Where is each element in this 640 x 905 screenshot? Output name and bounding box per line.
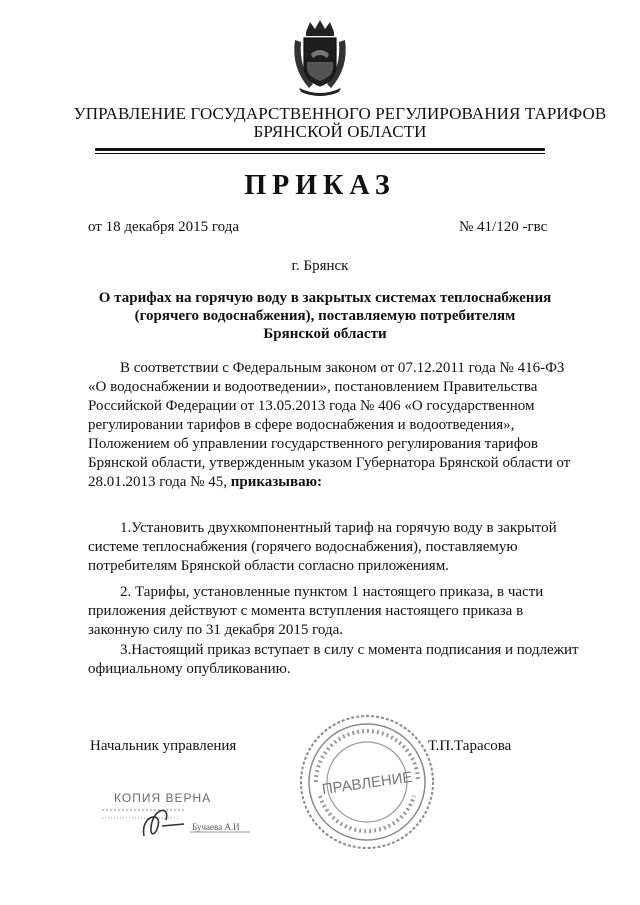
copy-verified-stamp [100, 786, 258, 844]
order-number: № 41/120 -гвс [459, 219, 548, 235]
text-line: законную силу по 31 декабря 2015 года. [88, 622, 343, 638]
paragraph-item-1 [88, 519, 587, 576]
org-name-line2: БРЯНСКОЙ ОБЛАСТИ [253, 122, 427, 141]
signer-name: Т.П.Тарасова [428, 738, 512, 754]
order-heading [90, 289, 560, 343]
header-divider-thin [95, 153, 545, 154]
text-line: официальному опубликованию. [88, 661, 291, 677]
org-name-line1: УПРАВЛЕНИЕ ГОСУДАРСТВЕННОГО РЕГУЛИРОВАНИЯ ТАРИФОВ [73, 104, 607, 123]
header-divider [95, 148, 545, 151]
stamp-text: КОПИЯ ВЕРНА [114, 791, 212, 805]
order-city: г. Брянск [291, 258, 349, 274]
order-verb: приказываю: [230, 474, 323, 490]
document-title: ПРИКАЗ [244, 170, 396, 201]
heading-line: Брянской области [263, 326, 387, 342]
text-line: В соответствии с Федеральным законом от 07.12.2011 года № 416-ФЗ [120, 360, 565, 376]
text-line: системе теплоснабжения (горячего водоснабжения), поставляемую [88, 539, 518, 555]
text-line: «О водоснабжении и водоотведении», постановлением Правительства [88, 379, 538, 395]
text-line [88, 473, 587, 492]
heading-line: (горячего водоснабжения), поставляемую потребителям [134, 308, 516, 324]
paragraph-item-2 [88, 583, 587, 640]
text-line: 2. Тарифы, установленные пунктом 1 настоящего приказа, в части [120, 584, 544, 600]
text-line: 3.Настоящий приказ вступает в силу с момента подписания и подлежит [120, 642, 579, 658]
text-line: приложения действуют с момента вступления настоящего приказа в [88, 603, 524, 619]
heading-line: О тарифах на горячую воду в закрытых системах теплоснабжения [98, 290, 552, 306]
official-seal-icon [296, 712, 438, 852]
text-line: Российской Федерации от 13.05.2013 года № 406 «О государственном [88, 398, 535, 414]
text-line: потребителям Брянской области согласно приложениям. [88, 558, 449, 574]
stamp-signer: Бучаева А.И [192, 822, 240, 832]
paragraph-preamble [88, 359, 587, 492]
text-line: Положением об управлении государственного регулирования тарифов [88, 436, 538, 452]
order-date: от 18 декабря 2015 года [88, 219, 240, 235]
text-fragment: 28.01.2013 года № 45, [88, 474, 227, 490]
text-line: Брянской области, утвержденным указом Губернатора Брянской области от [88, 455, 571, 471]
seal-text: ПРАВЛЕНИЕ [320, 768, 414, 799]
text-line: регулировании тарифов в сфере водоснабжения и водоотведения», [88, 417, 515, 433]
paragraph-item-3 [88, 641, 587, 679]
coat-of-arms-icon [289, 18, 351, 96]
signer-position: Начальник управления [90, 738, 237, 754]
text-line: 1.Установить двухкомпонентный тариф на горячую воду в закрытой [120, 520, 557, 536]
